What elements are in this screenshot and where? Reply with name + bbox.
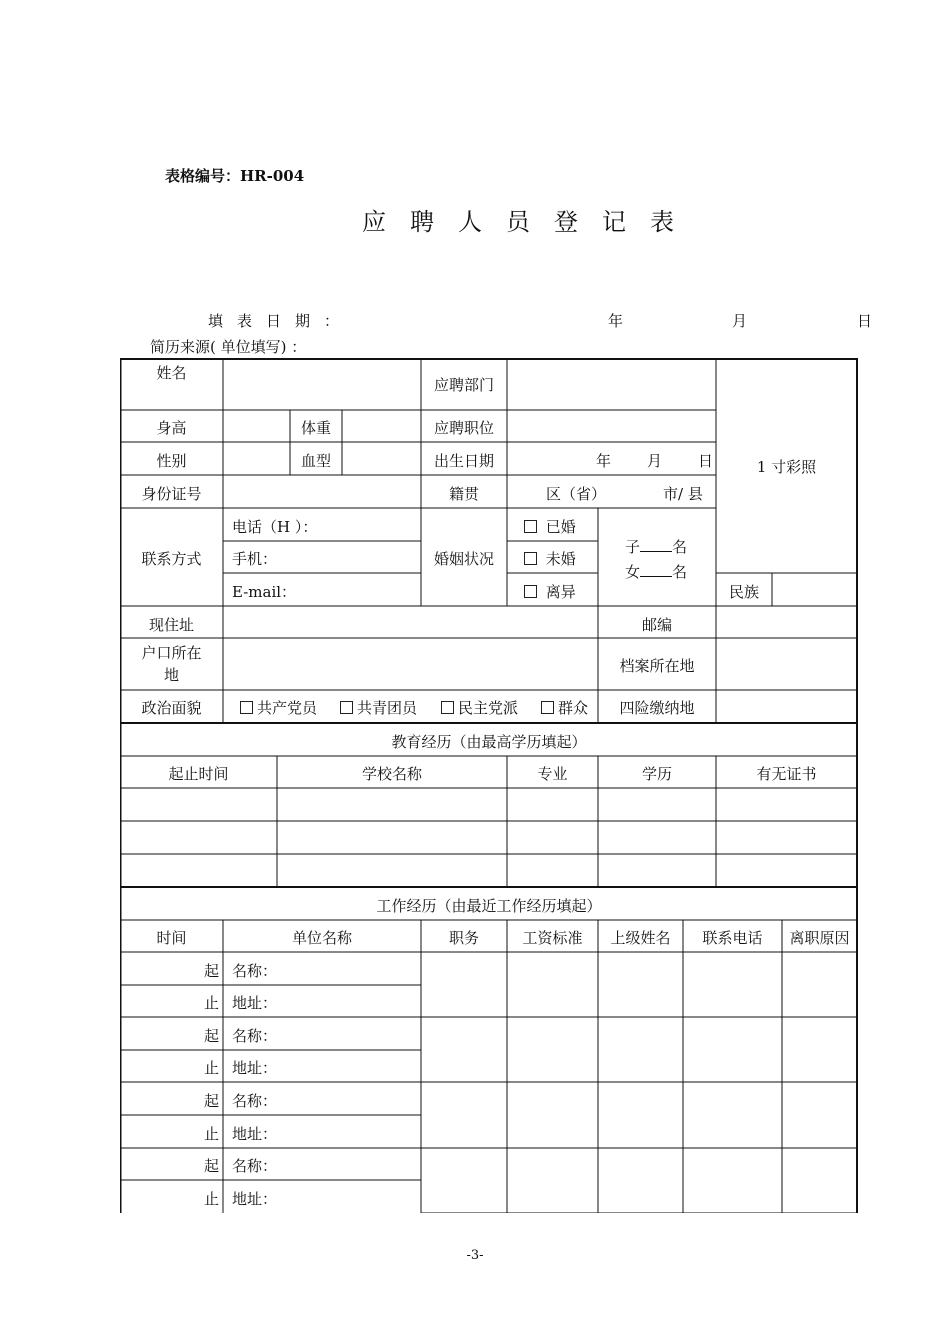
address-field[interactable] — [223, 606, 598, 638]
work-col-title: 职务 — [448, 929, 479, 947]
political-option-party[interactable]: 共产党员 — [240, 697, 317, 718]
id-field[interactable] — [223, 475, 421, 508]
work-company-address-label: 地址： — [232, 994, 278, 1012]
name-field[interactable] — [223, 358, 421, 410]
mobile-label: 手机： — [232, 550, 278, 568]
resume-source-label: 简历来源( 单位填写) ： — [150, 338, 307, 356]
ethnic-label: 民族 — [728, 583, 759, 601]
work-company-address-label: 地址： — [232, 1059, 278, 1077]
work-col-supervisor: 上级姓名 — [610, 929, 671, 947]
blood-field[interactable] — [342, 442, 421, 475]
marital-label: 婚姻状况 — [433, 550, 494, 568]
hukou-label: 户口所在地 — [141, 644, 202, 684]
native-label: 籍贯 — [448, 485, 479, 503]
insurance-field[interactable] — [716, 690, 857, 723]
work-col-time: 时间 — [156, 929, 187, 947]
archive-label: 档案所在地 — [619, 657, 695, 675]
page-title: 应聘人员登记表 — [362, 208, 698, 236]
home-phone-label: 电话（H ）： — [232, 518, 318, 536]
height-field[interactable] — [223, 410, 290, 442]
hukou-field[interactable] — [223, 638, 598, 690]
democratic-checkbox[interactable] — [441, 701, 454, 714]
birth-year: 年 — [596, 452, 612, 470]
league-checkbox[interactable] — [340, 701, 353, 714]
gender-field[interactable] — [223, 442, 290, 475]
id-label: 身份证号 — [141, 485, 202, 503]
work-start-label: 起 — [203, 962, 219, 980]
fill-date-day: 日 — [857, 312, 873, 330]
work-company-name-label: 名称： — [232, 1027, 278, 1045]
ethnic-field[interactable] — [772, 573, 857, 606]
work-col-company: 单位名称 — [291, 929, 352, 947]
province-label: 区（省） — [546, 485, 607, 503]
work-company-address-label: 地址： — [232, 1125, 278, 1143]
dept-label: 应聘部门 — [433, 376, 494, 394]
work-start-label: 起 — [203, 1027, 219, 1045]
political-option-masses[interactable]: 群众 — [541, 697, 588, 718]
birth-label: 出生日期 — [433, 452, 494, 470]
work-end-label: 止 — [203, 1190, 219, 1208]
married-checkbox[interactable] — [524, 520, 537, 533]
work-company-name-label: 名称： — [232, 962, 278, 980]
form-number: 表格编号：HR-004 — [165, 167, 305, 185]
contact-label: 联系方式 — [141, 550, 202, 568]
weight-field[interactable] — [342, 410, 421, 442]
education-row[interactable] — [120, 788, 858, 821]
edu-col-major: 专业 — [537, 765, 568, 783]
registration-form-table — [120, 358, 858, 1213]
position-field[interactable] — [507, 410, 716, 442]
gender-label: 性别 — [156, 452, 187, 470]
unmarried-checkbox[interactable] — [524, 552, 537, 565]
edu-col-school: 学校名称 — [361, 765, 422, 783]
dept-field[interactable] — [507, 358, 716, 410]
married-option[interactable]: 已婚 — [524, 516, 576, 537]
birth-day: 日 — [698, 452, 714, 470]
name-label: 姓名 — [156, 364, 187, 382]
insurance-label: 四险缴纳地 — [619, 699, 695, 717]
postcode-field[interactable] — [716, 606, 857, 638]
page-number: -3- — [466, 1248, 484, 1263]
divorced-option[interactable]: 离异 — [524, 581, 576, 602]
sons-count: 子 名 — [625, 538, 688, 556]
birth-month: 月 — [647, 452, 663, 470]
daughters-count: 女 名 — [625, 563, 688, 581]
photo-placeholder: 1 寸彩照 — [756, 458, 817, 476]
education-row[interactable] — [120, 821, 858, 854]
city-label: 市/ 县 — [663, 485, 703, 503]
education-row[interactable] — [120, 854, 858, 887]
masses-checkbox[interactable] — [541, 701, 554, 714]
work-col-salary: 工资标准 — [522, 929, 583, 947]
edu-col-certificate: 有无证书 — [756, 765, 817, 783]
edu-col-degree: 学历 — [641, 765, 672, 783]
work-col-phone: 联系电话 — [702, 929, 763, 947]
fill-date-month: 月 — [732, 312, 748, 330]
position-label: 应聘职位 — [433, 419, 494, 437]
divorced-checkbox[interactable] — [524, 585, 537, 598]
height-label: 身高 — [156, 419, 187, 437]
political-option-league[interactable]: 共青团员 — [340, 697, 417, 718]
work-start-label: 起 — [203, 1092, 219, 1110]
archive-field[interactable] — [716, 638, 857, 690]
work-company-address-label: 地址： — [232, 1190, 278, 1208]
work-company-name-label: 名称： — [232, 1157, 278, 1175]
party-checkbox[interactable] — [240, 701, 253, 714]
weight-label: 体重 — [300, 419, 331, 437]
unmarried-option[interactable]: 未婚 — [524, 548, 576, 569]
work-end-label: 止 — [203, 1059, 219, 1077]
work-col-reason: 离职原因 — [789, 929, 850, 947]
edu-col-period: 起止时间 — [168, 765, 229, 783]
work-end-label: 止 — [203, 1125, 219, 1143]
work-company-name-label: 名称： — [232, 1092, 278, 1110]
political-label: 政治面貌 — [141, 699, 202, 717]
work-section-title: 工作经历（由最近工作经历填起） — [376, 897, 602, 915]
address-label: 现住址 — [148, 616, 194, 634]
work-end-label: 止 — [203, 994, 219, 1012]
email-label: E-mail： — [232, 583, 297, 601]
work-start-label: 起 — [203, 1157, 219, 1175]
fill-date-label: 填表日期： — [208, 312, 354, 330]
postcode-label: 邮编 — [641, 616, 672, 634]
education-section-title: 教育经历（由最高学历填起） — [391, 733, 587, 751]
political-option-democratic[interactable]: 民主党派 — [441, 697, 518, 718]
blood-label: 血型 — [300, 452, 331, 470]
fill-date-year: 年 — [608, 312, 624, 330]
